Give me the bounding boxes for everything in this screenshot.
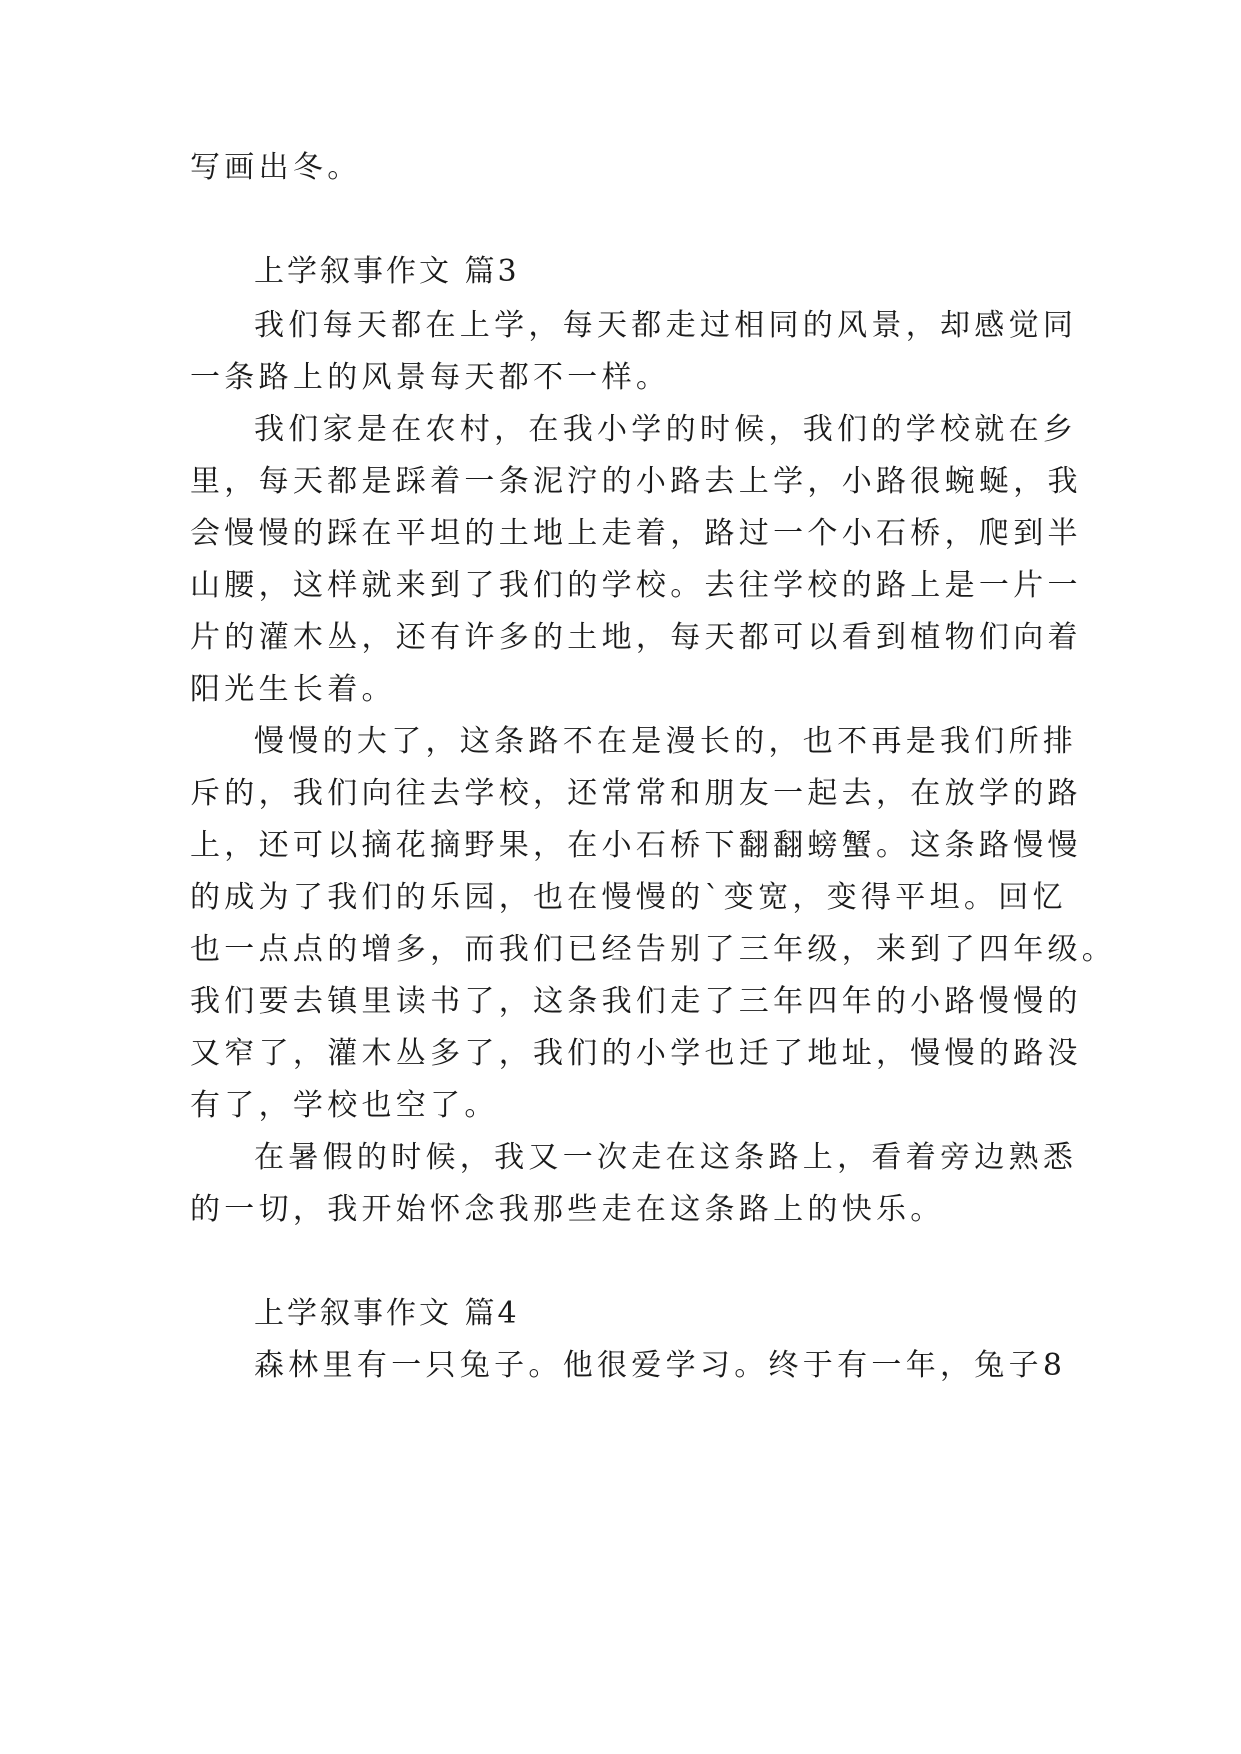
text-line: 一条路上的风景每天都不一样。 xyxy=(190,360,671,395)
section-heading: 上学叙事作文 篇4 xyxy=(254,1296,520,1331)
paragraph-first-line: 我们每天都在上学，每天都走过相同的风景，却感觉同 xyxy=(254,308,1078,343)
text-line: 的一切，我开始怀念我那些走在这条路上的快乐。 xyxy=(190,1192,945,1227)
text-line: 山腰，这样就来到了我们的学校。去往学校的路上是一片一 xyxy=(190,568,1082,603)
text-line: 阳光生长着。 xyxy=(190,672,396,707)
text-line: 会慢慢的踩在平坦的土地上走着，路过一个小石桥，爬到半 xyxy=(190,516,1082,551)
paragraph-first-line: 慢慢的大了，这条路不在是漫长的，也不再是我们所排 xyxy=(254,724,1078,759)
text-line: 我们要去镇里读书了，这条我们走了三年四年的小路慢慢的 xyxy=(190,984,1082,1019)
text-line: 也一点点的增多，而我们已经告别了三年级，来到了四年级。 xyxy=(190,932,1117,967)
text-line: 写画出冬。 xyxy=(190,150,362,185)
paragraph-first-line: 在暑假的时候，我又一次走在这条路上，看着旁边熟悉 xyxy=(254,1140,1078,1175)
paragraph-first-line: 森林里有一只兔子。他很爱学习。终于有一年，兔子8 xyxy=(254,1348,1067,1383)
paragraph-first-line: 我们家是在农村，在我小学的时候，我们的学校就在乡 xyxy=(254,412,1078,447)
section-heading: 上学叙事作文 篇3 xyxy=(254,254,520,289)
text-line: 片的灌木丛，还有许多的土地，每天都可以看到植物们向着 xyxy=(190,620,1082,655)
text-line: 斥的，我们向往去学校，还常常和朋友一起去，在放学的路 xyxy=(190,776,1082,811)
text-line: 有了，学校也空了。 xyxy=(190,1088,499,1123)
text-line: 又窄了，灌木丛多了，我们的小学也迁了地址，慢慢的路没 xyxy=(190,1036,1082,1071)
text-line: 的成为了我们的乐园，也在慢慢的`变宽，变得平坦。回忆 xyxy=(190,880,1067,915)
text-line: 里，每天都是踩着一条泥泞的小路去上学，小路很蜿蜒，我 xyxy=(190,464,1082,499)
text-line: 上，还可以摘花摘野果，在小石桥下翻翻螃蟹。这条路慢慢 xyxy=(190,828,1082,863)
